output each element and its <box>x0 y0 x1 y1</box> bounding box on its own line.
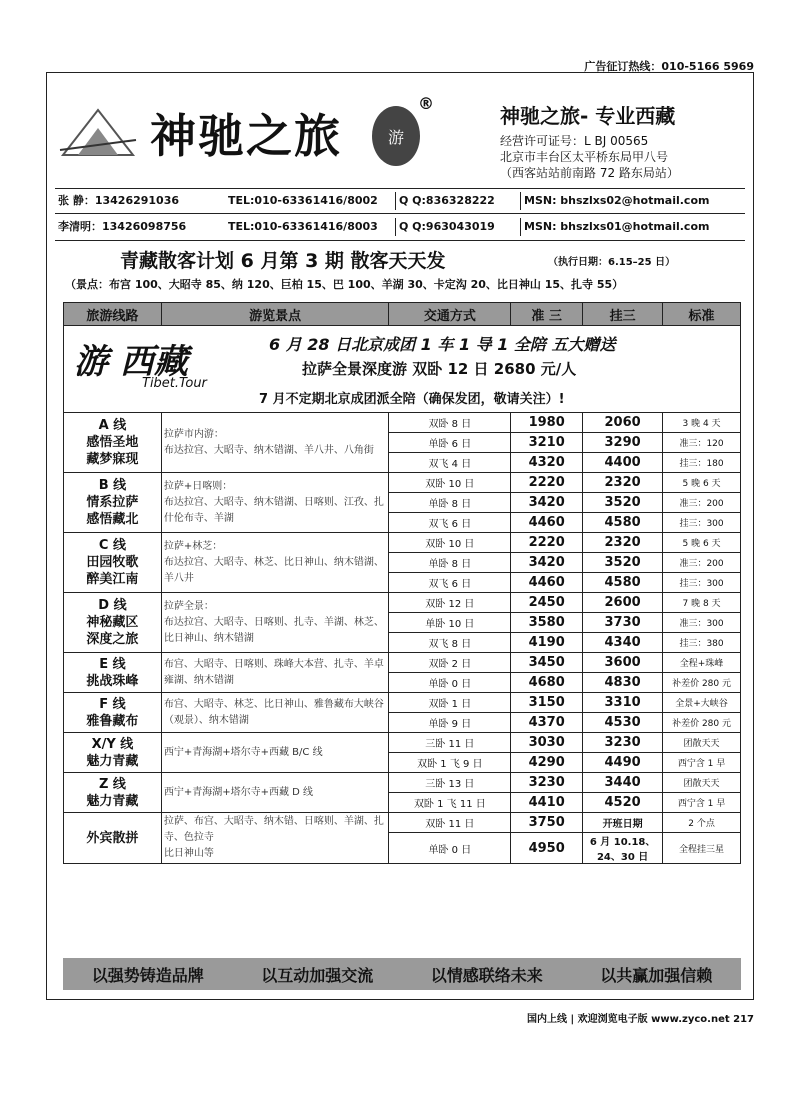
spot-list: 布宫、大昭寺、日喀则、珠峰大本营、扎寺、羊卓雍湖、纳木错湖 <box>161 653 389 693</box>
table-row <box>64 773 741 793</box>
brand-badge: 游 <box>372 106 420 166</box>
table-row <box>64 533 741 553</box>
route-name: X/Y 线 魅力青藏 <box>64 733 162 773</box>
standard-note: 全程挂三星 <box>663 833 741 864</box>
price-std3: 2220 <box>511 473 583 493</box>
price-std3: 4460 <box>511 573 583 593</box>
standard-note: 准三：120 <box>663 433 741 453</box>
license-no: 经营许可证号：L BJ 00565 <box>500 134 649 148</box>
price-official3: 3730 <box>583 613 663 633</box>
price-std3: 3420 <box>511 493 583 513</box>
price-std3: 3580 <box>511 613 583 633</box>
standard-note: 准三：300 <box>663 613 741 633</box>
contact-qq: Q Q:963043019 <box>395 218 495 236</box>
registered-icon: ® <box>418 94 434 113</box>
page-footer: 国内上线 | 欢迎浏览电子版 www.zyco.net 217 <box>527 1014 754 1025</box>
slogan: 以情感联络未来 <box>430 965 543 985</box>
transport: 双卧 1 飞 11 日 <box>389 793 511 813</box>
mountain-logo-icon <box>58 100 138 160</box>
promo-row <box>64 326 741 413</box>
standard-note: 5 晚 6 天 <box>663 533 741 553</box>
price-official3: 3440 <box>583 773 663 793</box>
table-header <box>64 303 741 326</box>
price-official3: 6 月 10.18、24、30 日 <box>583 833 663 864</box>
table-row <box>64 473 741 493</box>
transport: 双飞 4 日 <box>389 453 511 473</box>
price-std3: 3450 <box>511 653 583 673</box>
promo-line1: 6 月 28 日北京成团 1 车 1 导 1 全陪 五大赠送 <box>269 335 616 354</box>
standard-note: 补差价 280 元 <box>663 713 741 733</box>
transport: 双飞 6 日 <box>389 513 511 533</box>
table-row <box>64 693 741 713</box>
price-official3: 3290 <box>583 433 663 453</box>
price-std3: 2220 <box>511 533 583 553</box>
table-row <box>64 653 741 673</box>
contact-msn: MSN: bhszlxs01@hotmail.com <box>520 218 709 236</box>
transport: 双卧 2 日 <box>389 653 511 673</box>
table-row <box>64 413 741 433</box>
brand-name: 神驰之旅 <box>150 109 342 163</box>
transport: 三卧 11 日 <box>389 733 511 753</box>
standard-note: 挂三：300 <box>663 513 741 533</box>
transport: 双飞 6 日 <box>389 573 511 593</box>
price-official3: 4340 <box>583 633 663 653</box>
spot-prices: （景点：布宫 100、大昭寺 85、纳 120、巨柏 15、巴 100、羊湖 30、卡定沟 20、比日神山 15、扎寺 55） <box>65 278 624 291</box>
spot-list: 拉萨全景： 布达拉宫、大昭寺、日喀则、扎寺、羊湖、林芝、比日神山、纳木错湖 <box>161 593 389 653</box>
spot-list: 拉萨、布宫、大昭寺、纳木错、日喀则、羊湖、扎寺、色拉寺 比日神山等 <box>161 813 389 864</box>
price-official3: 2320 <box>583 533 663 553</box>
price-std3: 3230 <box>511 773 583 793</box>
price-std3: 4370 <box>511 713 583 733</box>
price-std3: 4190 <box>511 633 583 653</box>
route-name: A 线 感悟圣地 藏梦寐现 <box>64 413 162 473</box>
standard-note: 7 晚 8 天 <box>663 593 741 613</box>
slogan: 以共赢加强信赖 <box>600 965 713 985</box>
spot-list: 拉萨+日喀则： 布达拉宫、大昭寺、纳木错湖、日喀则、江孜、扎什伦布寺、羊湖 <box>161 473 389 533</box>
standard-note: 团散天天 <box>663 773 741 793</box>
transport: 单卧 9 日 <box>389 713 511 733</box>
spot-list: 西宁+青海湖+塔尔寺+西藏 D 线 <box>161 773 389 813</box>
standard-note: 补差价 280 元 <box>663 673 741 693</box>
contact-name: 李清明：13426098756 <box>58 220 187 233</box>
header-standard: 标准 <box>663 303 741 326</box>
slogan-bar <box>63 958 741 990</box>
standard-note: 挂三：380 <box>663 633 741 653</box>
transport: 双卧 8 日 <box>389 413 511 433</box>
standard-note: 团散天天 <box>663 733 741 753</box>
header-spots: 游览景点 <box>161 303 389 326</box>
route-name: F 线 雅鲁藏布 <box>64 693 162 733</box>
promo-line3: 7 月不定期北京成团派全陪（确保发团，敬请关注）! <box>259 392 565 407</box>
transport: 双卧 10 日 <box>389 533 511 553</box>
contact-tel: TEL:010-63361416/8002 <box>228 194 378 207</box>
standard-note: 2 个点 <box>663 813 741 833</box>
price-official3: 2060 <box>583 413 663 433</box>
price-std3: 4460 <box>511 513 583 533</box>
contact-tel: TEL:010-63361416/8003 <box>228 220 378 233</box>
price-std3: 3150 <box>511 693 583 713</box>
header-std3: 准 三 <box>511 303 583 326</box>
price-official3: 3520 <box>583 493 663 513</box>
price-std3: 4680 <box>511 673 583 693</box>
table-row <box>64 733 741 753</box>
tour-logo: 游 西藏 <box>74 342 188 382</box>
price-std3: 3420 <box>511 553 583 573</box>
divider <box>55 240 745 241</box>
price-official3: 3230 <box>583 733 663 753</box>
transport: 双卧 1 飞 9 日 <box>389 753 511 773</box>
price-official3: 4520 <box>583 793 663 813</box>
transport: 单卧 10 日 <box>389 613 511 633</box>
slogan: 以互动加强交流 <box>261 965 374 985</box>
price-official3: 4580 <box>583 573 663 593</box>
standard-note: 3 晚 4 天 <box>663 413 741 433</box>
route-name: D 线 神秘藏区 深度之旅 <box>64 593 162 653</box>
standard-note: 西宁含 1 早 <box>663 793 741 813</box>
price-std3: 1980 <box>511 413 583 433</box>
standard-note: 西宁含 1 早 <box>663 753 741 773</box>
transport: 单卧 8 日 <box>389 493 511 513</box>
standard-note: 准三：200 <box>663 493 741 513</box>
price-std3: 2450 <box>511 593 583 613</box>
spot-list: 布宫、大昭寺、林芝、比日神山、雅鲁藏布大峡谷（观景）、纳木错湖 <box>161 693 389 733</box>
transport: 双卧 10 日 <box>389 473 511 493</box>
price-std3: 4950 <box>511 833 583 864</box>
plan-dates: （执行日期：6.15–25 日） <box>548 257 676 268</box>
spot-list: 西宁+青海湖+塔尔寺+西藏 B/C 线 <box>161 733 389 773</box>
header-route: 旅游线路 <box>64 303 162 326</box>
route-name: C 线 田园牧歌 醉美江南 <box>64 533 162 593</box>
plan-title: 青藏散客计划 6 月第 3 期 散客天天发 <box>120 250 446 272</box>
route-name: Z 线 魅力青藏 <box>64 773 162 813</box>
contact-name: 张 静：13426291036 <box>58 194 180 207</box>
price-std3: 4320 <box>511 453 583 473</box>
standard-note: 挂三：300 <box>663 573 741 593</box>
price-official3: 4580 <box>583 513 663 533</box>
standard-note: 全程+珠峰 <box>663 653 741 673</box>
header-official3: 挂三 <box>583 303 663 326</box>
brand-right-title: 神驰之旅- 专业西藏 <box>500 104 676 128</box>
price-official3: 3310 <box>583 693 663 713</box>
standard-note: 准三：200 <box>663 553 741 573</box>
address-note: （西客站站前南路 72 路东局站） <box>500 166 679 180</box>
price-official3: 4400 <box>583 453 663 473</box>
price-official3: 3520 <box>583 553 663 573</box>
transport: 三卧 13 日 <box>389 773 511 793</box>
promo-line2: 拉萨全景深度游 双卧 12 日 2680 元/人 <box>302 360 577 378</box>
price-official3: 2320 <box>583 473 663 493</box>
transport: 单卧 0 日 <box>389 833 511 864</box>
price-official3: 4490 <box>583 753 663 773</box>
transport: 双卧 1 日 <box>389 693 511 713</box>
spot-list: 拉萨+林芝： 布达拉宫、大昭寺、林芝、比日神山、纳木错湖、羊八井 <box>161 533 389 593</box>
standard-note: 全景+大峡谷 <box>663 693 741 713</box>
price-std3: 3030 <box>511 733 583 753</box>
table-row <box>64 813 741 833</box>
contact-qq: Q Q:836328222 <box>395 192 495 210</box>
header-transport: 交通方式 <box>389 303 511 326</box>
price-std3: 4290 <box>511 753 583 773</box>
table-row <box>64 593 741 613</box>
transport: 单卧 8 日 <box>389 553 511 573</box>
price-official3: 4530 <box>583 713 663 733</box>
slogan: 以强势铸造品牌 <box>91 965 204 985</box>
standard-note: 5 晚 6 天 <box>663 473 741 493</box>
price-std3: 4410 <box>511 793 583 813</box>
price-official3: 4830 <box>583 673 663 693</box>
tour-logo-sub: Tibet.Tour <box>142 376 207 391</box>
ad-hotline: 广告征订热线：010-5166 5969 <box>584 60 754 73</box>
price-official3: 开班日期 <box>583 813 663 833</box>
route-name: 外宾散拼 <box>64 813 162 864</box>
transport: 单卧 6 日 <box>389 433 511 453</box>
itinerary-table <box>63 302 741 864</box>
divider <box>55 213 745 214</box>
transport: 双卧 12 日 <box>389 593 511 613</box>
price-std3: 3750 <box>511 813 583 833</box>
address: 北京市丰台区太平桥东局甲八号 <box>500 150 669 164</box>
price-official3: 2600 <box>583 593 663 613</box>
transport: 双飞 8 日 <box>389 633 511 653</box>
spot-list: 拉萨市内游： 布达拉宫、大昭寺、纳木错湖、羊八井、八角街 <box>161 413 389 473</box>
price-official3: 3600 <box>583 653 663 673</box>
standard-note: 挂三：180 <box>663 453 741 473</box>
transport: 双卧 11 日 <box>389 813 511 833</box>
route-name: E 线 挑战珠峰 <box>64 653 162 693</box>
divider <box>55 188 745 189</box>
contact-msn: MSN: bhszlxs02@hotmail.com <box>520 192 709 210</box>
transport: 单卧 0 日 <box>389 673 511 693</box>
route-name: B 线 情系拉萨 感悟藏北 <box>64 473 162 533</box>
price-std3: 3210 <box>511 433 583 453</box>
